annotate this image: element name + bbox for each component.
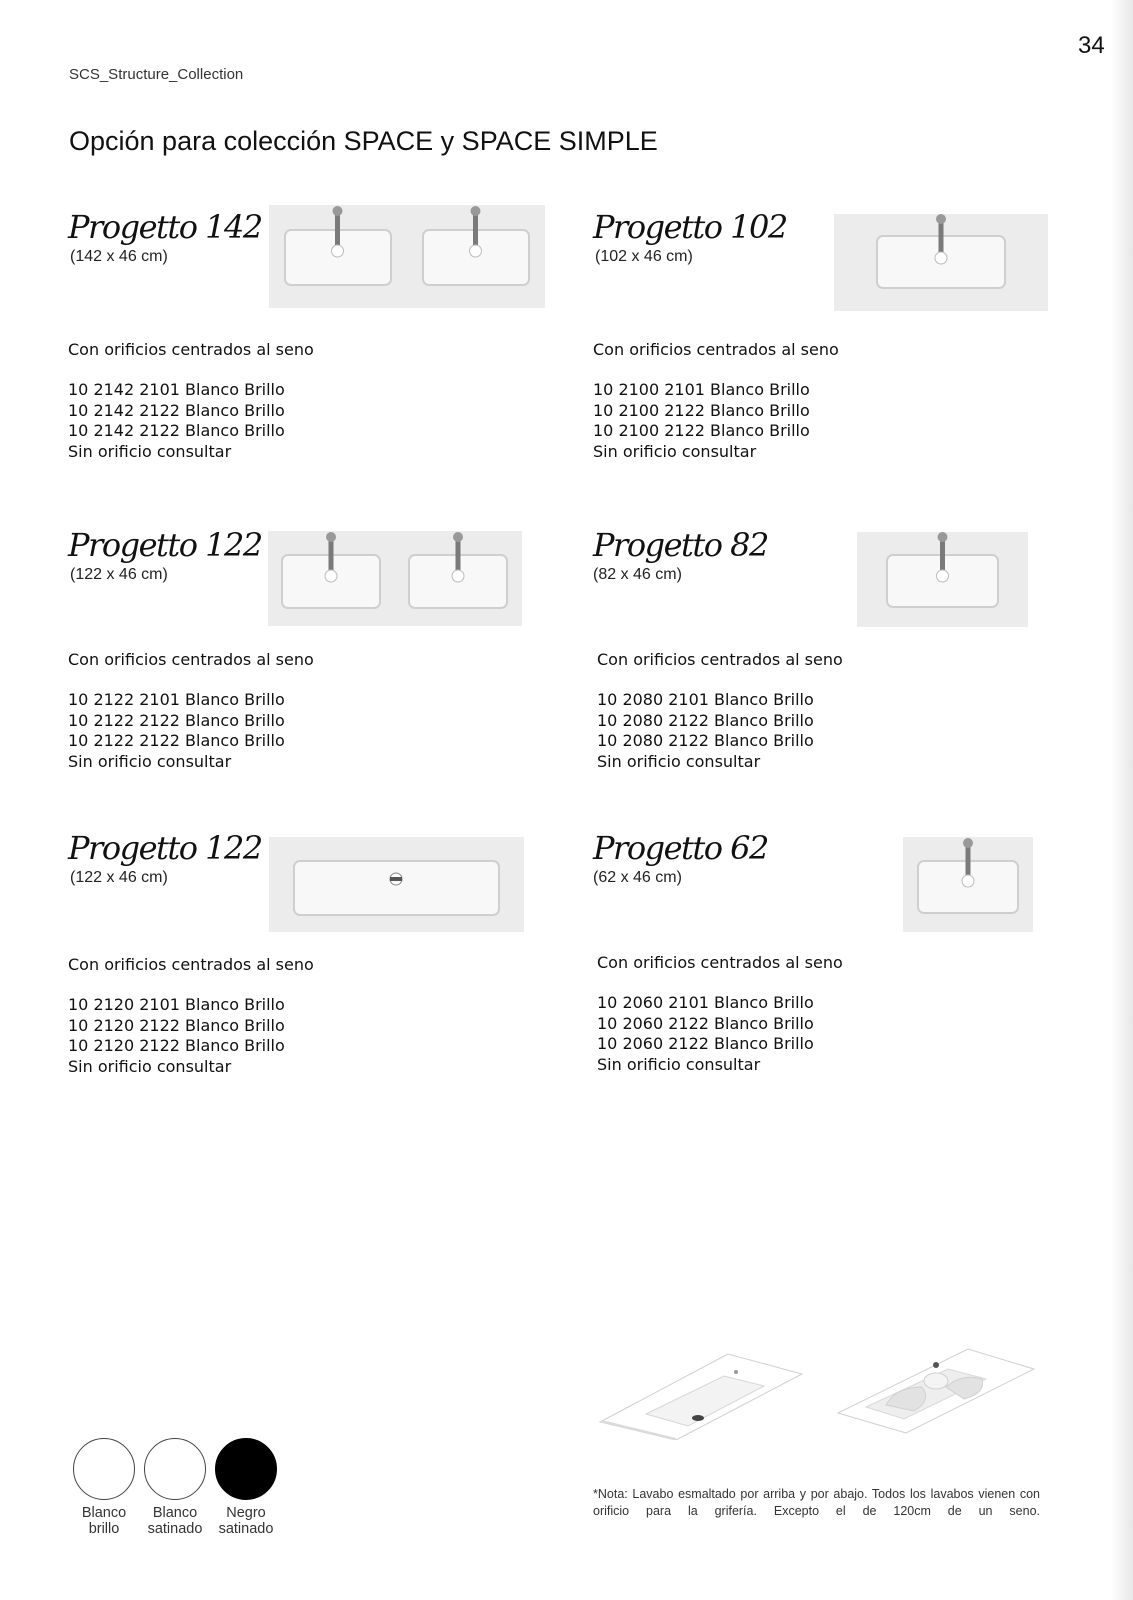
- finish-label: [64, 1505, 144, 1537]
- product-code-list: [68, 380, 285, 462]
- product-code: 10 2080 2101 Blanco Brillo: [597, 690, 814, 709]
- product-name: Progetto 142: [68, 208, 262, 246]
- product-code: 10 2060 2101 Blanco Brillo: [597, 993, 814, 1012]
- product-code: 10 2060 2122 Blanco Brillo: [597, 1034, 814, 1053]
- finish-label-line: brillo: [88, 1521, 120, 1537]
- product-dimensions: (102 x 46 cm): [595, 248, 693, 265]
- product-subtitle: Con orificios centrados al seno: [68, 955, 314, 974]
- product-dimensions: (142 x 46 cm): [70, 248, 168, 265]
- product-dimensions: (122 x 46 cm): [70, 566, 168, 583]
- finish-swatch-negro-satinado: [215, 1438, 277, 1500]
- product-code-list: [597, 690, 814, 772]
- product-code: 10 2120 2122 Blanco Brillo: [68, 1015, 285, 1035]
- product-code-list: [68, 690, 285, 772]
- finish-swatch-blanco-satinado: [144, 1438, 206, 1500]
- product-code: 10 2122 2122 Blanco Brillo: [68, 731, 285, 750]
- single-sink-image: [857, 532, 1028, 627]
- product-code: 10 2060 2122 Blanco Brillo: [597, 1013, 814, 1033]
- product-note: Sin orificio consultar: [68, 751, 232, 771]
- product-dimensions: (82 x 46 cm): [593, 566, 682, 583]
- product-note: Sin orificio consultar: [597, 1054, 761, 1074]
- single-sink-image: [834, 214, 1048, 311]
- product-dimensions: (122 x 46 cm): [70, 869, 168, 886]
- product-code: 10 2142 2122 Blanco Brillo: [68, 421, 285, 440]
- finish-label: [135, 1505, 215, 1537]
- product-code-list: [593, 380, 810, 462]
- product-code: 10 2120 2101 Blanco Brillo: [68, 995, 285, 1014]
- collection-label: SCS_Structure_Collection: [69, 66, 244, 83]
- product-code: 10 2080 2122 Blanco Brillo: [597, 710, 814, 730]
- finish-label-line: satinado: [218, 1521, 274, 1537]
- product-code: 10 2100 2122 Blanco Brillo: [593, 421, 810, 440]
- product-name: Progetto 62: [593, 829, 768, 867]
- long-sink-image: [269, 837, 524, 932]
- product-code: 10 2080 2122 Blanco Brillo: [597, 731, 814, 750]
- isometric-sink-image-bottom: [836, 1347, 1036, 1435]
- page-number: 34: [1078, 32, 1105, 59]
- product-code: 10 2100 2101 Blanco Brillo: [593, 380, 810, 399]
- product-code: 10 2142 2122 Blanco Brillo: [68, 400, 285, 420]
- product-subtitle: Con orificios centrados al seno: [597, 650, 843, 669]
- single-sink-image: [903, 837, 1033, 932]
- finish-swatch-blanco-brillo: [73, 1438, 135, 1500]
- product-subtitle: Con orificios centrados al seno: [593, 340, 839, 359]
- product-code: 10 2122 2122 Blanco Brillo: [68, 710, 285, 730]
- product-name: Progetto 122: [68, 526, 262, 564]
- product-code: 10 2120 2122 Blanco Brillo: [68, 1036, 285, 1055]
- product-note: Sin orificio consultar: [68, 441, 232, 461]
- product-code-list: [68, 995, 285, 1077]
- page-edge-shadow: [1111, 0, 1133, 1600]
- page-title: Opción para colección SPACE y SPACE SIMPLE: [69, 126, 658, 156]
- double-sink-image: [268, 531, 522, 626]
- product-code: 10 2100 2122 Blanco Brillo: [593, 400, 810, 420]
- footnote: *Nota: Lavabo esmaltado por arriba y por abajo. Todos los lavabos vienen con orificio para la grifería. Excepto el de 120cm de un seno.: [593, 1487, 1040, 1518]
- product-note: Sin orificio consultar: [68, 1056, 232, 1076]
- finish-label: [206, 1505, 286, 1537]
- product-note: Sin orificio consultar: [597, 751, 761, 771]
- product-name: Progetto 122: [68, 829, 262, 867]
- finish-label-line: Negro: [226, 1505, 266, 1521]
- finish-label-line: Blanco: [81, 1505, 127, 1521]
- product-code: 10 2142 2101 Blanco Brillo: [68, 380, 285, 399]
- product-dimensions: (62 x 46 cm): [593, 869, 682, 886]
- product-subtitle: Con orificios centrados al seno: [68, 650, 314, 669]
- product-name: Progetto 102: [593, 208, 787, 246]
- finish-label-line: satinado: [147, 1521, 203, 1537]
- finish-label-line: Blanco: [152, 1505, 198, 1521]
- product-subtitle: Con orificios centrados al seno: [597, 953, 843, 972]
- product-note: Sin orificio consultar: [593, 441, 757, 461]
- product-name: Progetto 82: [593, 526, 768, 564]
- product-code: 10 2122 2101 Blanco Brillo: [68, 690, 285, 709]
- double-sink-image: [269, 205, 545, 308]
- product-code-list: [597, 993, 814, 1075]
- isometric-sink-image-top: [598, 1352, 804, 1440]
- product-subtitle: Con orificios centrados al seno: [68, 340, 314, 359]
